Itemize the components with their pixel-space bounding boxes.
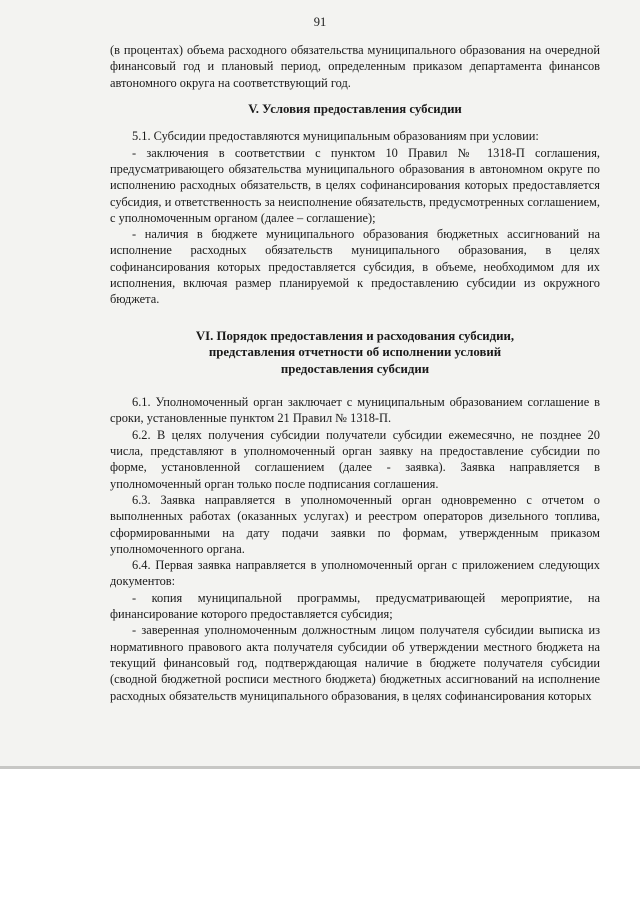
section-6-title-line-1: VI. Порядок предоставления и расходования субсидии,	[195, 328, 515, 343]
page-content	[110, 42, 600, 704]
section-6-title-line-2: представления отчетности об исполнении условий	[208, 345, 502, 360]
section-5-title: V. Условия предоставления субсидии	[248, 101, 462, 116]
condition-agreement: - заключения в соответствии с пунктом 10 Правил № 1318-П соглашения, предусматривающего обязательства муниципального образования в автономном округе по исполнению расходных обязательств, в целях софинансирования которых предоставляется субсидия, и ответственность за неисполнение обязательств, предусмотренных соглашением, с уполномоченным органом (далее – соглашение);	[110, 145, 600, 225]
section-6-title	[110, 328, 600, 378]
section-6-title-line-3: предоставления субсидии	[280, 361, 430, 376]
paragraph-6-2: 6.2. В целях получения субсидии получатели субсидии ежемесячно, не позднее 20 числа, представляют в уполномоченный орган заявку на предоставление субсидии по форме, установленной соглашением (далее - заявка). Заявка направляется в уполномоченный орган только после подписания соглашения.	[110, 427, 600, 491]
page-number: 91	[313, 15, 327, 29]
intro-paragraph: (в процентах) объема расходного обязательства муниципального образования на очередной финансовый год и плановый период, определенным приказом департамента финансов автономного округа на соответствующий год.	[110, 43, 600, 90]
paragraph-6-4: 6.4. Первая заявка направляется в уполномоченный орган с приложением следующих документов:	[110, 558, 600, 589]
paragraph-6-1: 6.1. Уполномоченный орган заключает с муниципальным образованием соглашение в сроки, установленные пунктом 21 Правил № 1318-П.	[110, 395, 600, 426]
paragraph-5-1: 5.1. Субсидии предоставляются муниципальным образованиям при условии:	[132, 129, 539, 144]
document-item-budget-extract: - заверенная уполномоченным должностным лицом получателя субсидии выписка из нормативного правового акта получателя субсидии об утверждении местного бюджета на текущий финансовый год, подтверждающая наличие в бюджете получателя субсидии (сводной бюджетной росписи местного бюджета) бюджетных ассигнований на исполнение расходных обязательств муниципального образования, в целях софинансирования которых	[110, 623, 600, 703]
page-bottom-edge	[0, 766, 640, 769]
condition-budget: - наличия в бюджете муниципального образования бюджетных ассигнований на исполнение расходных обязательств муниципального образования, в целях софинансирования которых предоставляется субсидия, в объеме, необходимом для их исполнения, включая размер планируемой к предоставлению субсидии из окружного бюджета.	[110, 227, 600, 307]
paragraph-6-3: 6.3. Заявка направляется в уполномоченный орган одновременно с отчетом о выполненных работах (оказанных услугах) и реестром операторов дизельного топлива, сформированными на дату подачи заявки по формам, утвержденным приказом уполномоченного органа.	[110, 492, 600, 556]
document-item-program: - копия муниципальной программы, предусматривающей мероприятие, на финансирование которого предоставляется субсидия;	[110, 590, 600, 622]
